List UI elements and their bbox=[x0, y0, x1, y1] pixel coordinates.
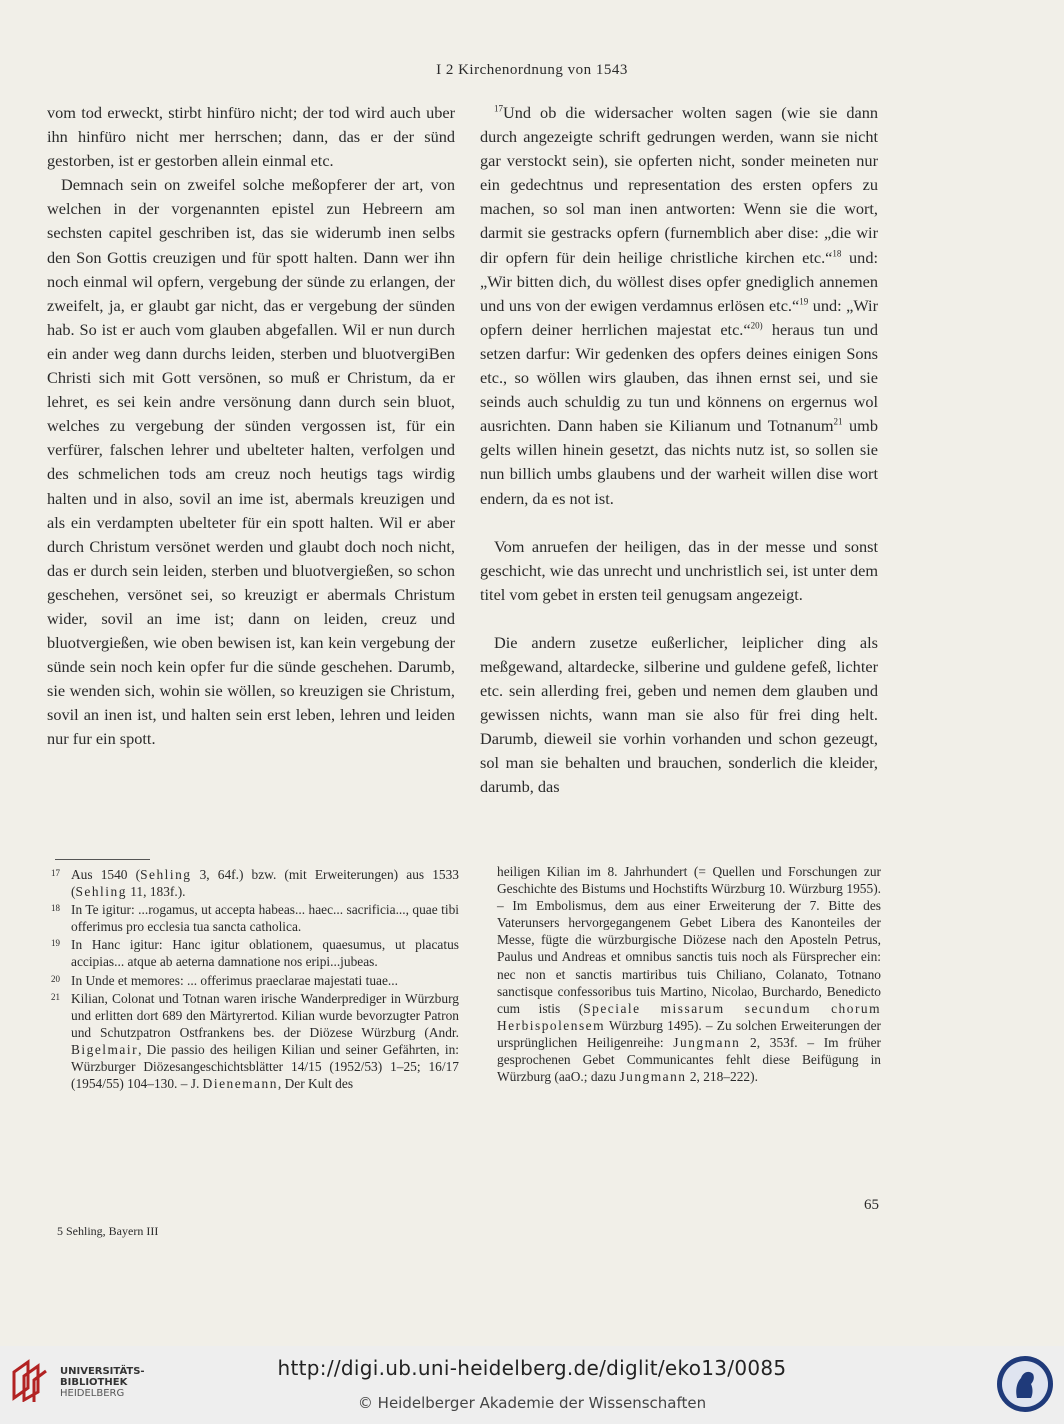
footnote-ref-20: 20) bbox=[750, 320, 763, 331]
right-paragraph-2: Vom anruefen der heiligen, das in der messe und sonst geschicht, wie das unrecht und unchristlich sei, ist unter dem titel vom gebet in ersten teil genugsam angezeigt. bbox=[480, 536, 878, 604]
left-column bbox=[47, 101, 455, 752]
left-paragraph-1: vom tod erweckt, stirbt hinfüro nicht; der tod wird auch uber ihn hinfüro nicht mer herrschen; dann, das er der sünd gestorben, ist er gestorben allein einmal etc. bbox=[47, 103, 455, 171]
signature-line: 5 Sehling, Bayern III bbox=[57, 1224, 159, 1238]
right-column bbox=[480, 101, 878, 800]
right-paragraph-3: Die andern zusetze eußerlicher, leiplicher ding als meßgewand, altardecke, silberine und guldene gefeß, lichter etc. sein allerding frei, geben und nemen dem glauben und gewissen nichts, wann man sie also für frei ding helt. Darumb, dieweil sie vorhin vorhanden und schon gezeugt, sol man sie behalten und brauchen, sonderlich die kleider, darumb, das bbox=[480, 632, 878, 797]
footnote-21: 21 Kilian, Colonat und Totnan waren irische Wanderprediger in Würzburg und erlitten dort 689 den Märtyrertod. Kilian wurde bevorzugter Patron und Schutzpatron Ostfrankens bes. der Diözese Würzburg (Andr. Bigelmair, Die passio des heiligen Kilian und seiner Gefährten, in: Würzburger Diözesangeschichtsblätter 14/15 (1952/53) 1–25; 16/17 (1954/55) 104–130. – J. Dienemann, Der Kult des bbox=[51, 990, 459, 1092]
footnote-ref-17: 17 bbox=[494, 103, 503, 114]
running-head: I 2 Kirchenordnung von 1543 bbox=[436, 62, 628, 78]
footnotes-left bbox=[51, 866, 459, 1093]
footnote-18: 18 In Te igitur: ...rogamus, ut accepta habeas... haec... sacrificia..., quae tibi offerimus pro ecclesia tua sancta catholica. bbox=[51, 902, 459, 935]
permalink-url[interactable]: http://digi.ub.uni-heidelberg.de/diglit/eko13/0085 bbox=[277, 1356, 787, 1380]
library-name: UNIVERSITÄTS- BIBLIOTHEK HEIDELBERG bbox=[60, 1366, 145, 1399]
left-paragraph-2: Demnach sein on zweifel solche meßopferer der art, von welchen in der vorgenannten epistel zun Hebreern am sechsten capitel geschriben ist, das sie widerumb inen selbs den Son Gottis creuzigen und für spott halten. Dann wer ihn noch einmal wil opfern, vergebung der sünde zu erlangen, der zweifelt, ja, er glaubt gar nicht, das er vergebung der sünden hab. So ist er auch vom glauben abgefallen. Wil er nun durch ein ander weg dann durchs leiden, sterben und bluotvergiBen Christi sich mit Gott versönen, so muß er Christum, da er lehret, es sei kein andre versönung dann durch sein bluot, welches zu vergebung der sünden vergossen ist, für ein verfürer, falschen lehrer und ubelteter halten, verfolgen und des schmelichen tods am creuz noch heutigs tags wirdig halten und in also, sovil an ime ist, abermals kreuzigen und als ein verdampten ubelteter für ein spott halten. Wil er aber durch Christum versönet werden und glaubt doch noch nicht, das er durch sein leiden, sterben und bluotvergießen, so schon geschehen, versönet sei, so kreuzigt er abermals Christum wider, sovil an ime ist; dann on leiden, creuz und bluotvergießen, wie oben bewisen ist, kan kein vergebung der sünde sein noch kein opfer fur die sünde geschehen. Darumb, sie wenden sich, wohin sie wöllen, so kreuzigen sie Christum, sovil an inen ist, und halten sein erst leben, lehren und leiden nur fur ein spott. bbox=[47, 175, 455, 749]
academy-seal-icon bbox=[995, 1354, 1055, 1414]
footnote-17: 17 Aus 1540 (Sehling 3, 64f.) bzw. (mit Erweiterungen) aus 1533 (Sehling 11, 183f.). bbox=[51, 867, 460, 900]
footnote-rule bbox=[55, 859, 150, 860]
copyright-notice: © Heidelberger Akademie der Wissenschaften bbox=[357, 1394, 707, 1412]
right-paragraph-1: $^{17}$Und ob die widersacher wolten sagen (wie sie dann durch angezeigte schrift gedrungen werden, wann sie nicht gar verstockt sein), sie opferten nicht, sonder meineten nur ein gedechtnus und representation des ersten opfers zu machen, so sol man inen antworten: Wenn sie die wort, darmit sie gestracks opfern (furnemblich aber dise: „die wir dir opfern für dein heilige christliche kirchen etc.“$^{18}$ und: „Wir bitten dich, du wöllest dises opfer gnediglich annemen und uns von der ewigen verdamnus erlösen etc.“$^{19}$ und: „Wir opfern deiner herrlichen majestat etc.“$^{20)}$ heraus tun und setzen darfur: Wir gedenken des opfers deines einigen Sons etc., so wöllen wirs glauben, das ihnen ernst sei, und sie seinds auch schuldig zu tun und könnens on ergernus wol ausrichten. Dann haben sie Kilianum und Totnanum$^{21}$ umb gelts willen hinein gesetzt, das nichts nutz ist, so sollen sie nun billich umbs glaubens und der warheit willen dise wort endern, da es not ist. bbox=[480, 103, 878, 508]
footnote-19: 19 In Hanc igitur: Hanc igitur oblationem, quaesumus, ut placatus accipias... atque ab aeterna damnatione nos eripi...jubeas. bbox=[51, 937, 459, 970]
viewer-footer bbox=[0, 1346, 1064, 1424]
footnote-ref-19: 19 bbox=[799, 296, 809, 307]
footnote-ref-21: 21 bbox=[833, 416, 843, 427]
footnote-ref-18: 18 bbox=[832, 248, 842, 259]
footnote-20: 20 In Unde et memores: ... offerimus praeclarae majestati tuae... bbox=[51, 972, 398, 988]
footnote-21-continued: heiligen Kilian im 8. Jahrhundert (= Quellen und Forschungen zur Geschichte des Bistums und Hochstifts Würzburg 10. Würzburg 1955). – Im Embolismus, dem aus einer Erweiterung der 7. Bitte des Vaterunsers hervorgegangenem Gebet Libera des Kanonteiles der Messe, fügte die würzburgische Diözese nach den Aposteln Petrus, Paulus und Andreas et omnibus sanctis tuis noch als Fürsprecher ein: nec non et sanctis martiribus tuis Chiliano, Colanato, Totnano sanctisque confessoribus tuis Martino, Nicolao, Burchardo, Benedicto cum istis (Speciale missarum secundum chorum Herbispolensem Würzburg 1495). – Zu solchen Erweiterungen der ursprünglichen Heiligenreihe: Jungmann 2, 353f. – Im früher gesprochenen Gebet Communicantes fehlt diese Beifügung in Würzburg (aaO.; dazu Jungmann 2, 218–222). bbox=[497, 864, 882, 1085]
page-number: 65 bbox=[864, 1197, 879, 1213]
